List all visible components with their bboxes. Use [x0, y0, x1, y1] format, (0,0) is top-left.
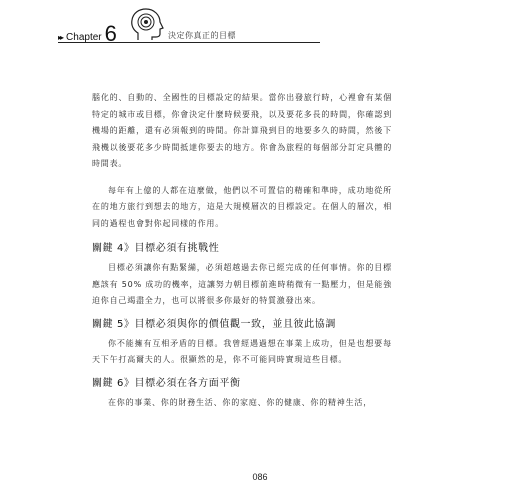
header-rule — [58, 42, 320, 43]
head-target-icon — [128, 6, 166, 44]
page-number: 086 — [252, 472, 268, 482]
chapter-word: Chapter — [66, 32, 102, 43]
chapter-label — [58, 21, 117, 46]
paragraph-travel-process: 腦化的、自動的、全國性的目標設定的結果。當你出發旅行時，心裡會有某個特定的城市或目標，你會決定什麼時候要飛，以及要花多長的時間，你確認到機場的距離，還有必須報到的時間。你計算飛到目的地要多久的時間，然後下飛機以後要花多少時間抵達你要去的地方。你會為旅程的每個部分訂定具體的時間表。 — [92, 93, 392, 168]
key-6-text: 在你的事業、你的財務生活、你的家庭、你的健康、你的精神生活， — [108, 397, 372, 407]
paragraph-travel-scale: 每年有上億的人都在這麼做，他們以不可置信的精確和準時，成功地從所在的地方旅行到想去的地方，這是大規模層次的目標設定。在個人的層次，相同的過程也會對你起同樣的作用。 — [92, 185, 392, 228]
key-5-heading: 關鍵 5》目標必須與你的價值觀一致，並且彼此協調 — [92, 318, 336, 330]
key-4-text: 目標必須讓你有點緊繃，必須超越過去你已經完成的任何事情。你的目標應該有 50% 成功的機率，這讓努力朝目標前進時稍微有一點壓力，但是能強迫你自己竭盡全力，也可以將很多你最好的特質激發出來。 — [92, 263, 392, 305]
page-body — [92, 90, 392, 419]
chapter-number: 6 — [104, 21, 117, 46]
key-4-heading: 關鍵 4》目標必須有挑戰性 — [92, 243, 220, 254]
page-header — [0, 0, 520, 60]
chapter-subtitle: 決定你真正的目標 — [168, 31, 236, 40]
key-5-text: 你不能擁有互相矛盾的目標。我曾經遇過想在事業上成功，但是也想要每天下午打高爾夫的人。很顯然的是，你不可能同時實現這些目標。 — [92, 338, 392, 364]
double-arrow-icon: ▸▸ — [58, 33, 63, 42]
key-6-heading: 關鍵 6》目標必須在各方面平衡 — [92, 377, 241, 389]
